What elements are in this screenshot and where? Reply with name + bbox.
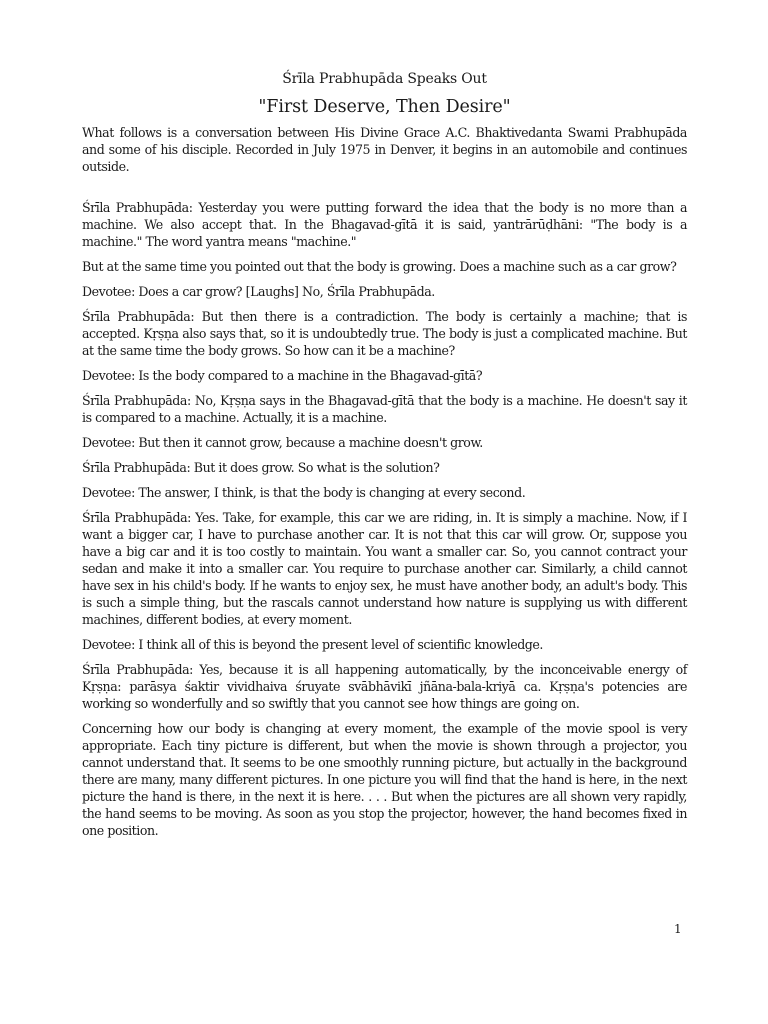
- paragraph-7: Devotee: But then it cannot grow, because a machine doesn't grow.: [82, 435, 483, 450]
- paragraph-6: Śrīla Prabhupāda: No, Kṛṣṇa says in the Bhagavad-gītā that the body is a machine. He doesn't say it is compared to a machine. Actually, it is a machine.: [82, 393, 687, 425]
- article-title: "First Deserve, Then Desire": [258, 97, 511, 117]
- section-header: Śrīla Prabhupāda Speaks Out: [282, 71, 487, 87]
- paragraph-1: Śrīla Prabhupāda: Yesterday you were putting forward the idea that the body is no more than a machine. We also accept that. In the Bhagavad-gītā it is said, yantrārūḍhāni: "The body is a machine." The word yantra means "machine.": [82, 200, 687, 249]
- paragraph-5: Devotee: Is the body compared to a machine in the Bhagavad-gītā?: [82, 368, 483, 383]
- paragraph-10: Śrīla Prabhupāda: Yes. Take, for example, this car we are riding, in. It is simply a machine. Now, if I want a bigger car, I have to purchase another car. It is not that this car will grow. Or, suppose you have a big car and it is too costly to maintain. You want a smaller car. So, you cannot contract your sedan and make it into a smaller car. You require to purchase another car. Similarly, a child cannot have sex in his child's body. If he wants to enjoy sex, he must have another body, an adult's body. This is such a simple thing, but the rascals cannot understand how nature is supplying us with different machines, different bodies, at every moment.: [82, 510, 687, 627]
- intro-paragraph: What follows is a conversation between His Divine Grace A.C. Bhaktivedanta Swami Prabhupāda and some of his disciple. Recorded in July 1975 in Denver, it begins in an automobile and continues outside.: [82, 125, 687, 174]
- paragraph-11: Devotee: I think all of this is beyond the present level of scientific knowledge.: [82, 637, 543, 652]
- paragraph-gap: [82, 175, 687, 199]
- paragraph-13: Concerning how our body is changing at every moment, the example of the movie spool is very appropriate. Each tiny picture is different, but when the movie is shown through a projector, you cannot understand that. It seems to be one smoothly running picture, but actually in the background there are many, many different pictures. In one picture you will find that the hand is here, in the next picture the hand is there, in the next it is here. . . . But when the pictures are all shown very rapidly, the hand seems to be moving. As soon as you stop the projector, however, the hand becomes fixed in one position.: [82, 721, 687, 838]
- page-content: [82, 70, 687, 847]
- paragraph-12: Śrīla Prabhupāda: Yes, because it is all happening automatically, by the inconceivable energy of Kṛṣṇa: parāsya śaktir vividhaiva śruyate svābhāvikī jñāna-bala-kriyā ca. Kṛṣṇa's potencies are working so wonderfully and so swiftly that you cannot see how things are going on.: [82, 662, 687, 711]
- paragraph-4: Śrīla Prabhupāda: But then there is a contradiction. The body is certainly a machine; that is accepted. Kṛṣṇa also says that, so it is undoubtedly true. The body is just a complicated machine. But at the same time the body grows. So how can it be a machine?: [82, 309, 687, 358]
- page-number: 1: [674, 922, 682, 936]
- paragraph-9: Devotee: The answer, I think, is that the body is changing at every second.: [82, 485, 526, 500]
- paragraph-3: Devotee: Does a car grow? [Laughs] No, Śrīla Prabhupāda.: [82, 284, 435, 299]
- paragraph-2: But at the same time you pointed out that the body is growing. Does a machine such as a car grow?: [82, 259, 677, 274]
- paragraph-8: Śrīla Prabhupāda: But it does grow. So what is the solution?: [82, 460, 440, 475]
